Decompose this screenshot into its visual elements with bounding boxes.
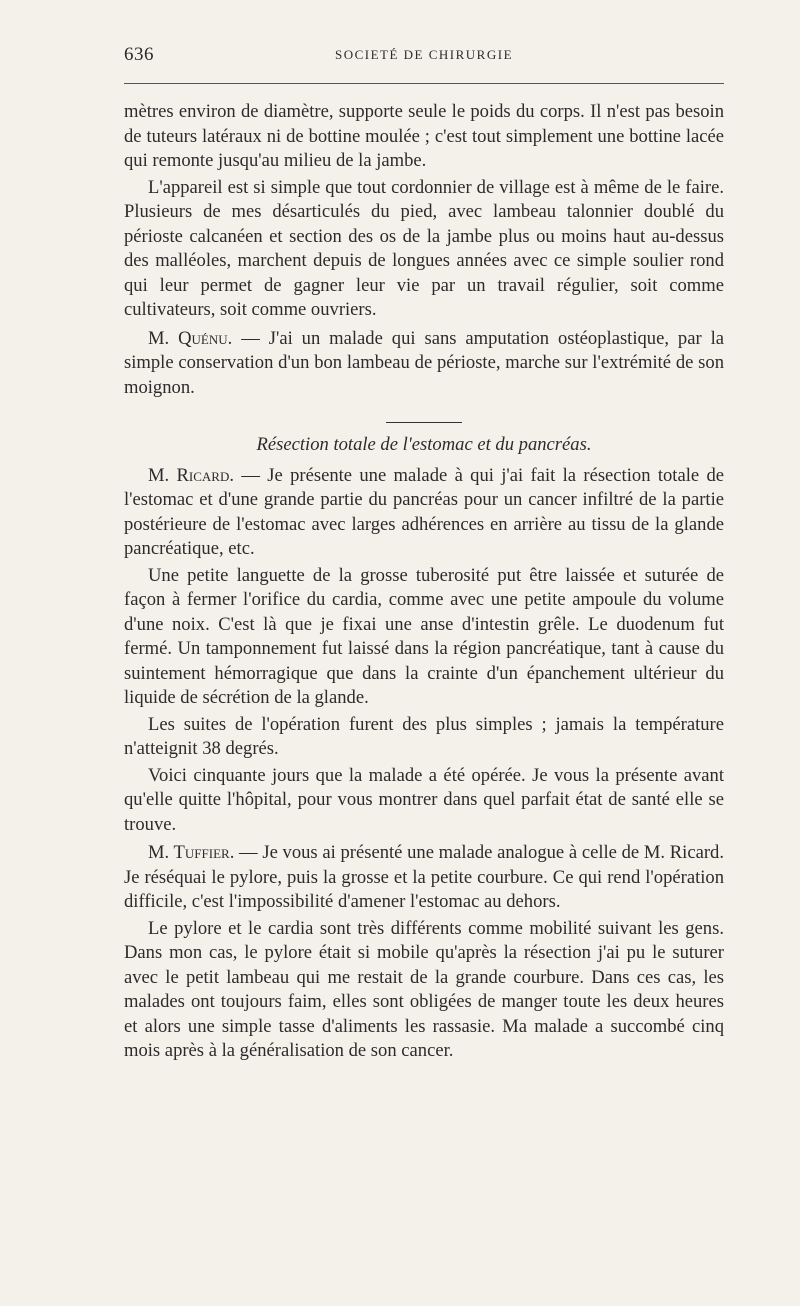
quenu-remark: — J'ai un malade qui sans amputation ostéoplastique, par la simple conservation d'un bon lambeau de périoste, marche sur l'extrémité de son moignon.: [124, 327, 725, 398]
paragraph-ricard: [124, 464, 724, 562]
tuffier-remark: — Je vous ai présenté une malade analogue à celle de M. Ricard. Je réséquai le pylore, puis la grosse et la petite courbure. Ce qui rend l'opération difficile, c'est l'impossibilité d'amener l'estomac au dehors.: [124, 842, 724, 912]
speaker-quenu: M. Quénu.: [148, 327, 233, 349]
paragraph-tuffier: [124, 841, 724, 915]
paragraph-appareil: L'appareil est si simple que tout cordonnier de village est à même de le faire. Plusieurs de mes désarticulés du pied, avec lambeau talonnier doublé du périoste calcanéen et section des os de la jambe plus ou moins haut au-dessus des malléoles, marchent depuis de longues années avec ce simple soulier rond qui leur permet de gagner leur vie par un travail régulier, soit comme cultivateurs, soit comme ouvriers.: [124, 176, 724, 320]
paragraph-quenu: [124, 327, 724, 401]
page-number: 636: [124, 44, 154, 65]
paragraph-continuation: mètres environ de diamètre, supporte seule le poids du corps. Il n'est pas besoin de tuteurs latéraux ni de bottine moulée ; c'est tout simplement une bottine lacée qui remonte jusqu'au milieu de la jambe.: [124, 101, 724, 171]
ricard-remark: — Je présente une malade à qui j'ai fait la résection totale de l'estomac et d'une grande partie du pancréas pour un cancer infiltré de la partie postérieure de l'estomac avec larges adhérences en arrière au tissu de la glande pancréatique, etc.: [124, 464, 725, 559]
paragraph-suites: Les suites de l'opération furent des plus simples ; jamais la température n'atteignit 38 degrés.: [124, 713, 724, 759]
section-title: Résection totale de l'estomac et du pancréas.: [256, 434, 592, 455]
paragraph-pylore: Le pylore et le cardia sont très différents comme mobilité suivant les gens. Dans mon cas, le pylore était si mobile qu'après la résection j'ai pu le suturer avec le petit lambeau qui me restait de la grande courbure. Dans ces cas, les malades ont toujours faim, elles sont obligées de manger toute les deux heures et alors une simple tasse d'aliments les rassasie. Ma malade a succombé cinq mois après à la généralisation de son cancer.: [124, 917, 724, 1061]
paragraph-languette: Une petite languette de la grosse tuberosité put être laissée et suturée de façon à fermer l'orifice du cardia, comme avec une petite ampoule du volume d'une noix. C'est là que je fixai une anse d'intestin grêle. Le duodenum fut fermé. Un tamponnement fut laissé dans la région pancréatique, tant à cause du suintement hémorragique que dans la crainte d'un épanchement ultérieur du liquide de sécrétion de la glande.: [124, 564, 724, 708]
body-text: [124, 100, 724, 1066]
header-rule: [124, 83, 724, 84]
paragraph-cinquante: Voici cinquante jours que la malade a été opérée. Je vous la présente avant qu'elle quitte l'hôpital, pour vous montrer dans quel parfait état de santé elle se trouve.: [124, 764, 724, 835]
speaker-ricard: M. Ricard.: [148, 464, 235, 486]
section-divider: [386, 422, 462, 423]
page-header: [124, 44, 724, 74]
speaker-tuffier: M. Tuffier.: [148, 842, 235, 863]
running-title: SOCIETÉ DE CHIRURGIE: [334, 47, 514, 62]
